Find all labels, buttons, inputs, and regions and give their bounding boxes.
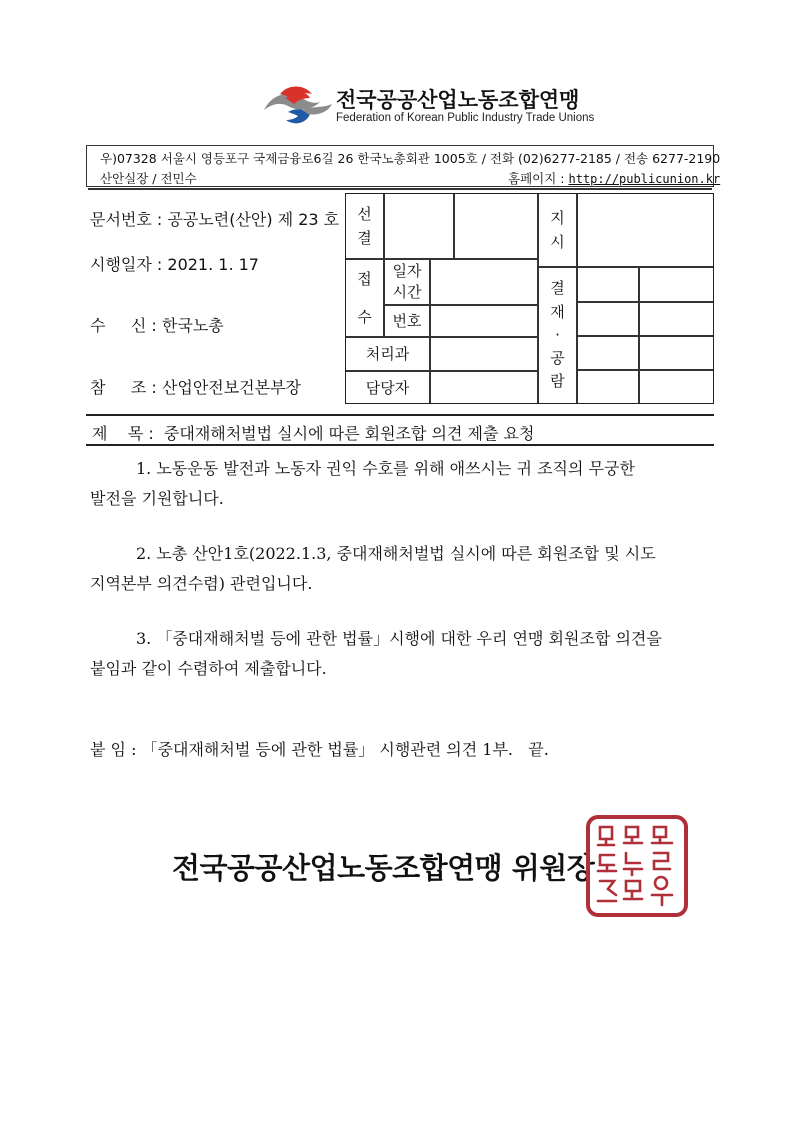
- label-seon: 선: [357, 205, 372, 223]
- approval-cell: [639, 267, 714, 302]
- fkpu-logo-icon: [258, 80, 338, 130]
- label-gyeol: 결: [357, 229, 372, 247]
- date-time-value: [430, 259, 538, 305]
- homepage-link[interactable]: http://publicunion.kr: [568, 172, 721, 186]
- instruction-value: [577, 193, 714, 267]
- paragraph-2-line-1: 2. 노총 산안1호(2022.1.3, 중대재해처벌법 실시에 따른 회원조합 및 시도: [136, 544, 656, 563]
- paragraph-2-line-2: 지역본부 의견수렴) 관련입니다.: [90, 574, 313, 593]
- document-number: 문서번호 : 공공노련(산안) 제 23 호: [90, 210, 340, 229]
- subject: 제 목 : 중대재해처벌법 실시에 따른 회원조합 의견 제출 요청: [92, 424, 535, 443]
- label-gong: 공: [550, 349, 565, 368]
- label-processing-dept: 처리과: [365, 345, 410, 363]
- label-dot: ·: [555, 325, 560, 344]
- signature-title: 전국공공산업노동조합연맹 위원장: [172, 851, 595, 885]
- label-number: 번호: [392, 312, 422, 330]
- contact-person: 산안실장 / 전민수: [100, 171, 197, 186]
- instruction-label: [538, 193, 577, 267]
- approval-cell: [577, 336, 639, 370]
- label-gyeol2: 결: [550, 279, 565, 298]
- label-person-in-charge: 담당자: [365, 378, 410, 397]
- address-line: 우)07328 서울시 영등포구 국제금융로6길 26 한국노총회관 1005호 / 전화 (02)6277-2185 / 전송 6277-2190: [100, 151, 721, 166]
- approval-cell: [577, 370, 639, 404]
- label-ji: 지: [550, 209, 565, 227]
- date-time-label: [384, 259, 430, 305]
- approval-cell: [639, 336, 714, 370]
- number-label: [384, 305, 430, 337]
- label-time: 시간: [392, 283, 422, 301]
- processing-dept-label: [345, 337, 430, 371]
- recipient: 수 신 : 한국노총: [90, 316, 224, 335]
- label-si: 시: [550, 233, 565, 251]
- label-jae: 재: [550, 302, 565, 321]
- approval-cell: [577, 267, 639, 302]
- pre-approval-cell-2: [454, 193, 538, 259]
- homepage: [508, 169, 720, 187]
- label-jeop: 접: [357, 270, 372, 288]
- pre-approval-cell-1: [384, 193, 454, 259]
- paragraph-3-line-2: 붙임과 같이 수렴하여 제출합니다.: [90, 659, 327, 678]
- person-in-charge-label: [345, 371, 430, 404]
- approval-cell: [639, 370, 714, 404]
- reference: 참 조 : 산업안전보건본부장: [90, 378, 302, 397]
- processing-dept-value: [430, 337, 538, 371]
- label-su: 수: [357, 308, 372, 326]
- attachment: 붙 임 : 「중대재해처벌 등에 관한 법률」 시행관련 의견 1부. 끝.: [90, 740, 549, 759]
- approval-circulation-label: [538, 267, 577, 404]
- person-in-charge-value: [430, 371, 538, 404]
- number-value: [430, 305, 538, 337]
- pre-approval-label: [345, 193, 384, 259]
- label-ram: 람: [550, 372, 565, 391]
- approval-cell: [639, 302, 714, 336]
- reception-label: [345, 259, 384, 337]
- org-name-ko: 전국공공산업노동조합연맹: [336, 88, 580, 112]
- org-name-en: Federation of Korean Public Industry Trade Unions: [336, 112, 595, 124]
- approval-cell: [577, 302, 639, 336]
- label-date: 일자: [392, 262, 422, 280]
- official-seal-icon: [586, 815, 688, 917]
- homepage-label: 홈페이지 :: [508, 171, 569, 186]
- paragraph-1-line-1: 1. 노동운동 발전과 노동자 권익 수호를 위해 애쓰시는 귀 조직의 무궁한: [136, 459, 635, 478]
- approval-grid: [345, 193, 714, 404]
- issue-date: 시행일자 : 2021. 1. 17: [90, 255, 259, 274]
- paragraph-3-line-1: 3. 「중대재해처벌 등에 관한 법률」시행에 대한 우리 연맹 회원조합 의견을: [136, 629, 662, 648]
- paragraph-1-line-2: 발전을 기원합니다.: [90, 489, 224, 508]
